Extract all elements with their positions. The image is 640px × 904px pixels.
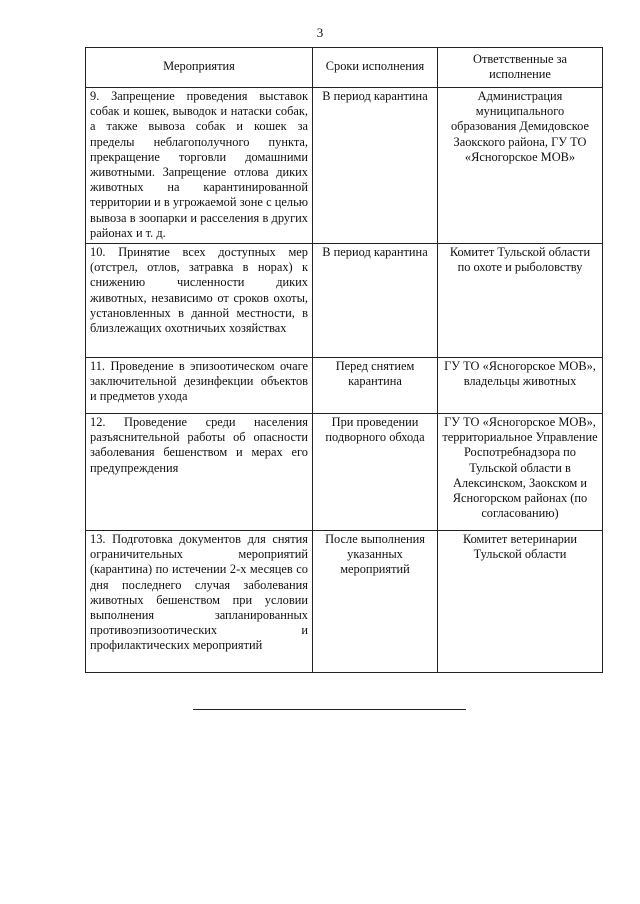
row-responsible: ГУ ТО «Ясногорское МОВ», территориальное Управление Роспотребнадзора по Тульской области в Алексинском, Заокском и Ясногорском районах (по согласованию) xyxy=(438,414,603,531)
row-action: 11. Проведение в эпизоотическом очаге заключительной дезинфекции объектов и предметов ухода xyxy=(86,358,313,414)
row-responsible: Комитет Тульской области по охоте и рыболовству xyxy=(438,244,603,358)
table-header-row xyxy=(86,48,603,88)
row-responsible: ГУ ТО «Ясногорское МОВ», владельцы животных xyxy=(438,358,603,414)
page-number: 3 xyxy=(316,25,324,40)
row-action: 13. Подготовка документов для снятия ограничительных мероприятий (карантина) по истечении 2-х месяцев со дня последнего случая заболевания животных бешенством при условии выполнения запланированных противоэпизоотических и профилактических мероприятий xyxy=(86,531,313,673)
table-row xyxy=(86,244,603,358)
table-row xyxy=(86,414,603,531)
header-terms: Сроки исполнения xyxy=(313,48,438,88)
measures-table xyxy=(85,47,603,673)
row-responsible: Комитет ветеринарии Тульской области xyxy=(438,531,603,673)
row-term: После выполнения указанных мероприятий xyxy=(313,531,438,673)
row-term: В период карантина xyxy=(313,244,438,358)
row-term: В период карантина xyxy=(313,88,438,244)
row-term: Перед снятием карантина xyxy=(313,358,438,414)
table-row xyxy=(86,531,603,673)
closing-divider-line xyxy=(193,709,466,710)
row-action: 10. Принятие всех доступных мер (отстрел, отлов, затравка в норах) к снижению численности диких животных, независимо от сроков охоты, установленных в данной местности, в близлежащих охотничьих хозяйствах xyxy=(86,244,313,358)
header-responsible: Ответственные за исполнение xyxy=(438,48,603,88)
row-responsible: Администрация муниципального образования Демидовское Заокского района, ГУ ТО «Ясногорское МОВ» xyxy=(438,88,603,244)
table-row xyxy=(86,88,603,244)
row-action: 9. Запрещение проведения выставок собак и кошек, выводок и натаски собак, а также вывоза собак и кошек за пределы неблагополучного пункта, прекращение торговли домашними животными. Запрещение отлова диких животных на карантинированной территории и в угрожаемой зоне с целью вывоза в зоопарки и расселения в других районах и т. д. xyxy=(86,88,313,244)
table-row xyxy=(86,358,603,414)
row-action: 12. Проведение среди населения разъяснительной работы об опасности заболевания бешенством и мерах его предупреждения xyxy=(86,414,313,531)
row-term: При проведении подворного обхода xyxy=(313,414,438,531)
header-actions: Мероприятия xyxy=(86,48,313,88)
